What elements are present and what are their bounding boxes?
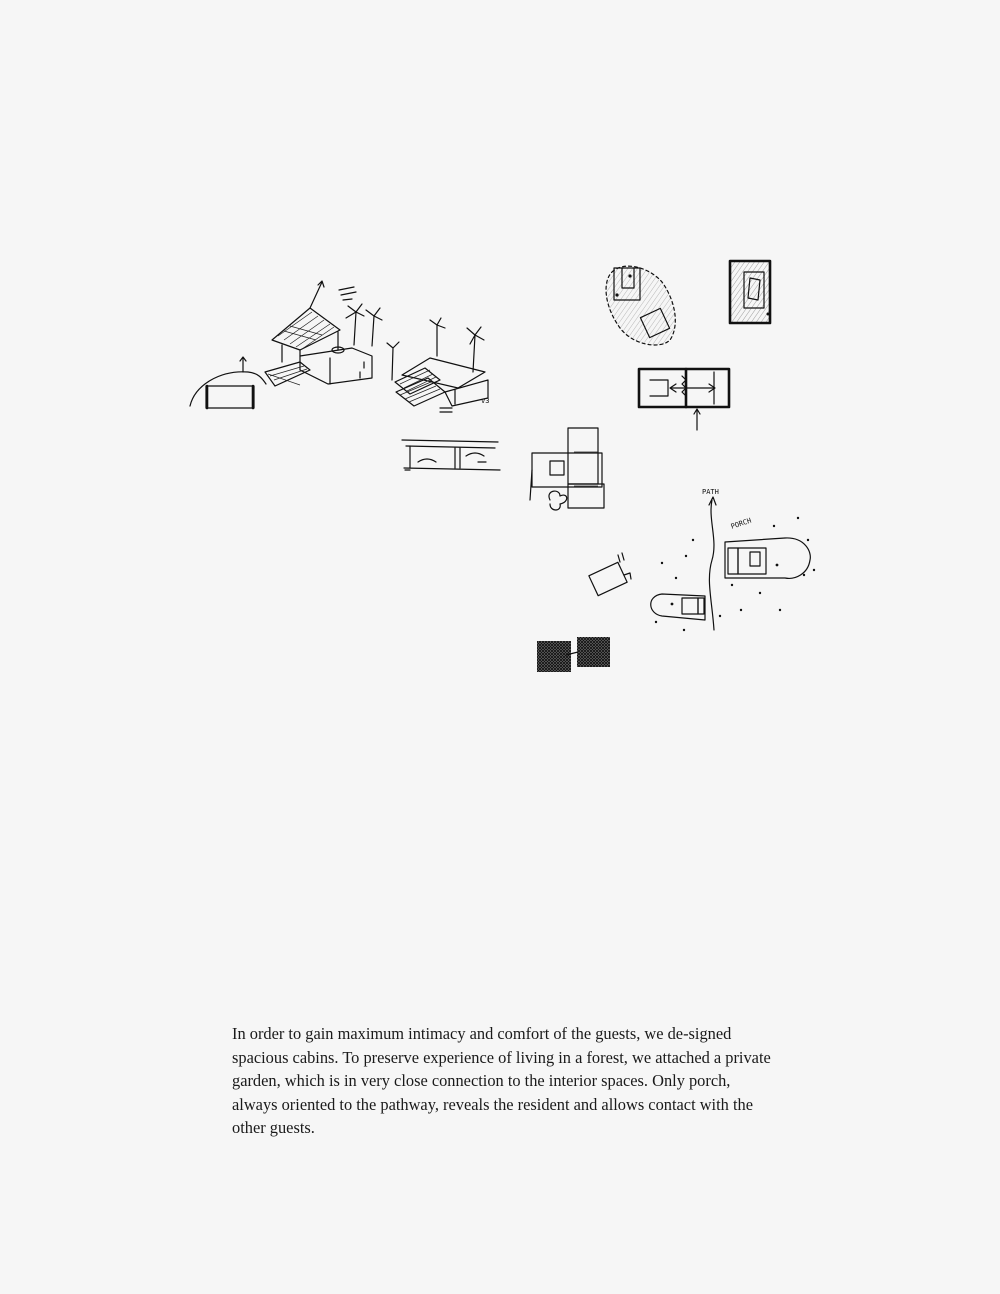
solid-blocks-sketch (537, 637, 610, 672)
cabin-section-sketch (639, 369, 729, 430)
hut-axonometric-sketch (265, 281, 382, 386)
garden-plan-sketch (606, 266, 675, 345)
svg-text:v3: v3 (481, 397, 490, 405)
porch-label: PORCH (729, 516, 753, 531)
porch-path-sketch (589, 488, 815, 631)
hatched-garden-sketch (730, 261, 770, 323)
pavilion-deck-sketch (387, 318, 489, 412)
description-paragraph: In order to gain maximum intimacy and comfort of the guests, we de-signed spacious cabins. To preserve experience of living in a forest, we attached a private garden, which is in very close connection to the interior spaces. Only porch, always oriented to the pathway, reveals the resident and allows contact with the other guests. (232, 1024, 771, 1138)
elevation-sketch (402, 440, 500, 470)
hill-section-sketch (190, 357, 266, 408)
path-label: PATH (702, 488, 719, 496)
cabin-plan-sketch (530, 428, 604, 510)
